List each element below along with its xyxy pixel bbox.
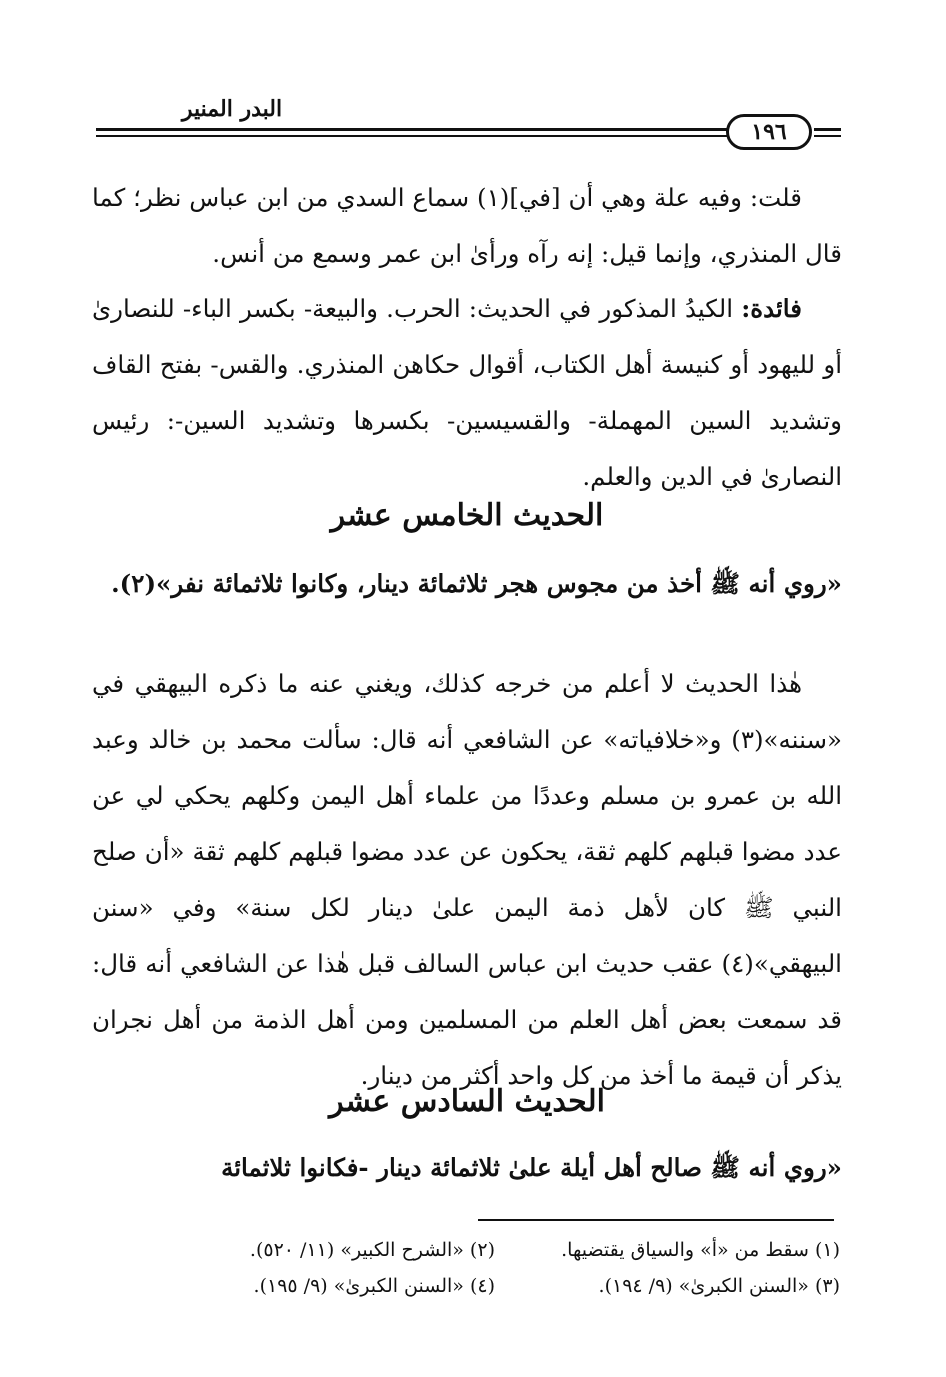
header-tail-rule-top bbox=[814, 128, 841, 131]
section-heading-15: الحديث الخامس عشر bbox=[330, 498, 604, 533]
paragraph-note: قلت: وفيه علة وهي أن [في](١) سماع السدي من ابن عباس نظر؛ كما قال المنذري، وإنما قيل: إنه رآه ورأىٰ ابن عمر وسمع من أنس. bbox=[92, 183, 842, 268]
header-title: البدر المنير bbox=[181, 96, 283, 122]
header-rule-bottom bbox=[96, 135, 728, 137]
hadith-quote-15: «روي أنه ﷺ أخذ من مجوس هجر ثلاثمائة دينار، وكانوا ثلاثمائة نفر»(٢). bbox=[111, 569, 842, 598]
footnotes bbox=[150, 1232, 840, 1304]
page-number: ١٩٦ bbox=[726, 114, 812, 150]
running-header bbox=[96, 96, 841, 156]
header-rule-top bbox=[96, 128, 728, 131]
hadith-quote-16: «روي أنه ﷺ صالح أهل أيلة علىٰ ثلاثمائة دينار -فكانوا ثلاثمائة bbox=[221, 1153, 842, 1182]
footnote-2: (٢) «الشرح الكبير» (١١/ ٥٢٠). bbox=[249, 1239, 495, 1261]
footnote-1: (١) سقط من «أ» والسياق يقتضيها. bbox=[561, 1239, 840, 1261]
footnote-3: (٣) «السنن الكبرىٰ» (٩/ ١٩٤). bbox=[598, 1275, 840, 1297]
paragraph-commentary-15: هٰذا الحديث لا أعلم من خرجه كذلك، ويغني عنه ما ذكره البيهقي في «سننه»(٣) و«خلافياته» عن الشافعي أنه قال: سألت محمد بن خالد وعبد الله بن عمرو بن مسلم وعددًا من علماء أهل اليمن وكلهم يحكي لي عن عدد مضوا قبلهم كلهم ثقة، يحكون عن عدد مضوا قبلهم كلهم ثقة «أن صلح النبي ﷺ كان لأهل ذمة اليمن علىٰ دينار لكل سنة» وفي «سنن البيهقي»(٤) عقب حديث ابن عباس السالف قبل هٰذا عن الشافعي أنه قال: قد سمعت بعض أهل العلم من المسلمين ومن أهل الذمة من أهل نجران يذكر أن قيمة ما أخذ من كل واحد أكثر من دينار. bbox=[92, 669, 842, 1090]
footnote-row bbox=[150, 1268, 840, 1304]
header-tail-rule-bottom bbox=[814, 135, 841, 137]
footnote-4: (٤) «السنن الكبرىٰ» (٩/ ١٩٥). bbox=[253, 1275, 495, 1297]
footnote-separator bbox=[478, 1219, 834, 1221]
benefit-label: فائدة: bbox=[741, 294, 802, 323]
paragraph-benefit bbox=[92, 281, 842, 505]
footnote-row bbox=[150, 1232, 840, 1268]
section-heading-16: الحديث السادس عشر bbox=[329, 1084, 605, 1119]
benefit-text: الكيدُ المذكور في الحديث: الحرب. والبيعة- بكسر الباء- للنصارىٰ أو لليهود أو كنيسة أهل الكتاب، أقوال حكاهن المنذري. والقس- بفتح القاف وتشديد السين المهملة- والقسيسين- بكسرها وتشديد السين-: رئيس النصارىٰ في الدين والعلم. bbox=[92, 294, 842, 491]
